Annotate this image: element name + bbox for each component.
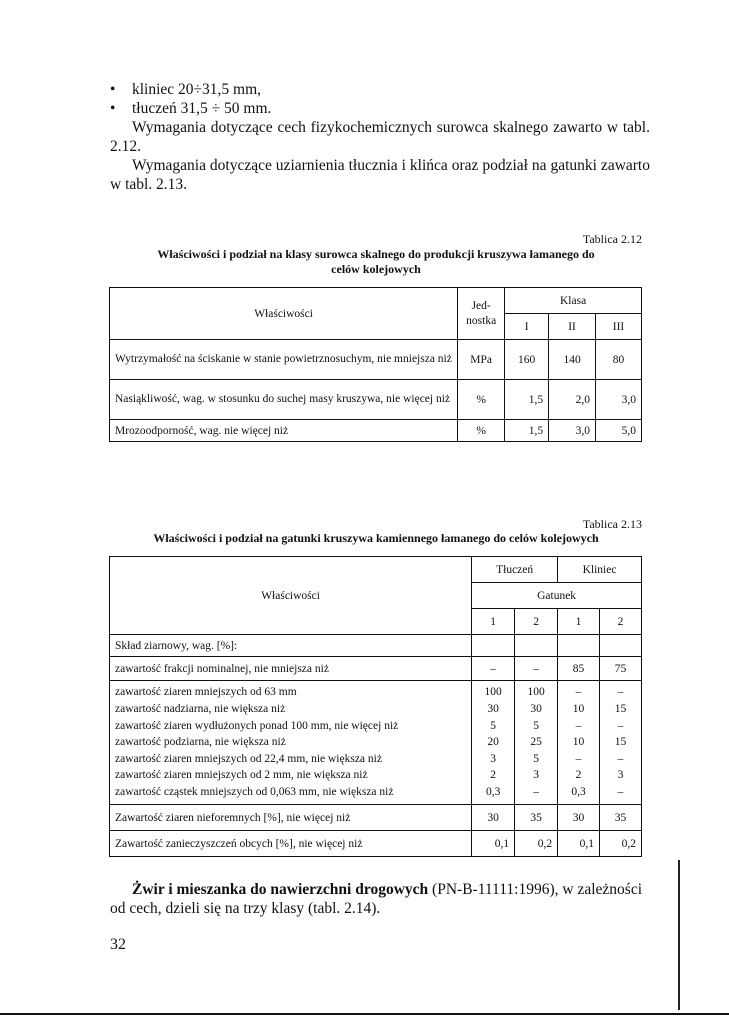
row-value: 3 xyxy=(490,752,497,765)
paragraph: Wymagania dotyczące cech fizykochemicznych surowca skalnego zawarto w tabl. 2.12. xyxy=(110,119,650,155)
header-kliniec: Kliniec xyxy=(558,557,642,583)
table-row xyxy=(110,420,642,442)
table-2-13 xyxy=(109,556,642,857)
group-values xyxy=(558,681,600,805)
row-value: 5 xyxy=(533,752,539,765)
row-value: 1,5 xyxy=(505,420,549,442)
paragraph: Wymagania dotyczące uziarnienia tłucznia i klińca oraz podział na gatunki zawarto w tabl. 2.13. xyxy=(110,157,650,193)
row-value: – xyxy=(515,657,558,681)
row-value: – xyxy=(617,785,624,798)
header-unit-line: nostka xyxy=(466,314,497,327)
row-label: Zawartość ziaren nieforemnych [%], nie więcej niż xyxy=(110,805,472,831)
header-grade: 1 xyxy=(558,609,600,635)
bullet-icon: • xyxy=(110,81,116,98)
row-value: 75 xyxy=(600,657,642,681)
bullet-text: kliniec 20÷31,5 mm, xyxy=(132,81,262,98)
header-grade: 2 xyxy=(600,609,642,635)
table-row xyxy=(110,380,642,420)
row-value: 20 xyxy=(487,736,499,749)
table-title-line: Właściwości i podział na klasy surowca skalnego do produkcji kruszywa łamanego do xyxy=(157,247,595,261)
header-tluczen: Tłuczeń xyxy=(472,557,558,583)
header-class-ii: II xyxy=(549,314,596,340)
row-value: 0,2 xyxy=(600,831,642,857)
row-value: 10 xyxy=(572,703,585,716)
table-row-group xyxy=(110,681,642,805)
header-unit xyxy=(458,288,505,340)
bullet-item xyxy=(110,99,650,118)
top-text xyxy=(110,80,650,194)
row-value: 30 xyxy=(487,703,499,716)
row-value: 0,3 xyxy=(485,785,501,798)
row-value: 0,2 xyxy=(515,831,558,857)
row-value: 35 xyxy=(600,805,642,831)
row-value: 2 xyxy=(575,769,582,782)
table-title-line: celów kolejowych xyxy=(331,262,421,276)
row-label: zawartość podziarna, nie większa niż xyxy=(115,736,286,749)
table-row xyxy=(110,657,642,681)
row-value: 160 xyxy=(505,340,549,380)
table-row xyxy=(110,831,642,857)
page-number: 32 xyxy=(110,936,126,953)
bottom-paragraph xyxy=(110,880,642,918)
header-class-iii: III xyxy=(596,314,642,340)
header-properties: Właściwości xyxy=(110,557,472,635)
row-unit: MPa xyxy=(458,340,505,380)
header-grade: 1 xyxy=(472,609,515,635)
row-value: 1,5 xyxy=(505,380,549,420)
row-label: zawartość frakcji nominalnej, nie mniejsza niż xyxy=(110,657,472,681)
row-value: 30 xyxy=(530,703,542,716)
group-values xyxy=(600,681,642,805)
row-unit: % xyxy=(458,420,505,442)
bottom-heading: Żwir i mieszanka do nawierzchni drogowych xyxy=(132,881,429,898)
table-2-12 xyxy=(109,287,642,442)
row-value: 2 xyxy=(490,769,497,782)
table-row xyxy=(110,340,642,380)
row-value: – xyxy=(617,752,624,765)
scan-edge-mark xyxy=(678,860,680,1010)
header-gatunek: Gatunek xyxy=(472,583,642,609)
row-value: 15 xyxy=(614,736,627,749)
row-value: – xyxy=(575,686,582,699)
row-label: Skład ziarnowy, wag. [%]: xyxy=(110,635,472,657)
scan-bottom-line xyxy=(0,1013,729,1015)
row-label: zawartość ziaren mniejszych od 22,4 mm, nie większa niż xyxy=(115,752,382,765)
row-label: zawartość cząstek mniejszych od 0,063 mm, nie większa niż xyxy=(115,785,394,798)
table-number: Tablica 2.12 xyxy=(582,232,642,246)
row-value: 85 xyxy=(558,657,600,681)
row-label: Mrozoodporność, wag. nie więcej niż xyxy=(110,420,458,442)
table-row xyxy=(110,635,642,657)
row-value: 5,0 xyxy=(596,420,642,442)
row-value: 0,3 xyxy=(571,785,586,798)
row-value: 0,1 xyxy=(558,831,600,857)
header-unit-line: Jed- xyxy=(471,299,491,312)
header-properties: Właściwości xyxy=(110,288,458,340)
row-label: zawartość ziaren mniejszych od 2 mm, nie większa niż xyxy=(115,769,368,782)
row-value: 3,0 xyxy=(549,420,596,442)
row-value: 2,0 xyxy=(549,380,596,420)
group-values xyxy=(472,681,515,805)
row-value: 3 xyxy=(617,769,624,782)
row-value: 140 xyxy=(549,340,596,380)
header-grade: 2 xyxy=(515,609,558,635)
bullet-item xyxy=(110,80,650,99)
row-label: zawartość ziaren mniejszych od 63 mm xyxy=(115,686,297,699)
row-value: 3,0 xyxy=(596,380,642,420)
row-value: – xyxy=(617,719,624,732)
group-labels xyxy=(110,681,472,805)
row-value: 80 xyxy=(596,340,642,380)
row-value: 30 xyxy=(558,805,600,831)
row-label: Wytrzymałość na ściskanie w stanie powietrznosuchym, nie mniejsza niż xyxy=(110,340,458,380)
row-value: 15 xyxy=(614,703,627,716)
row-value: 100 xyxy=(527,686,545,699)
bullet-icon: • xyxy=(110,100,116,117)
bullet-text: tłuczeń 31,5 ÷ 50 mm. xyxy=(132,100,272,117)
row-label: zawartość nadziarna, nie większa niż xyxy=(115,703,286,716)
row-value: 25 xyxy=(530,736,542,749)
row-value: – xyxy=(472,657,515,681)
table-row xyxy=(110,805,642,831)
row-unit: % xyxy=(458,380,505,420)
row-value: 3 xyxy=(533,769,539,782)
row-value: 30 xyxy=(472,805,515,831)
row-label: Nasiąkliwość, wag. w stosunku do suchej masy kruszywa, nie więcej niż xyxy=(110,380,458,420)
table-number: Tablica 2.13 xyxy=(582,517,642,531)
row-value: – xyxy=(533,785,539,798)
row-value: 100 xyxy=(484,686,502,699)
row-label: zawartość ziaren wydłużonych ponad 100 mm, nie więcej niż xyxy=(115,719,399,732)
row-label: Zawartość zanieczyszczeń obcych [%], nie więcej niż xyxy=(110,831,472,857)
group-values xyxy=(515,681,558,805)
bottom-text: (PN-B-11111:1996), w zależności od cech, dzieli się na trzy klasy (tabl. 2.14). xyxy=(110,881,643,917)
row-value: 0,1 xyxy=(472,831,515,857)
row-value: 10 xyxy=(572,736,585,749)
row-value: – xyxy=(575,752,582,765)
row-value: 5 xyxy=(533,719,539,732)
header-class: Klasa xyxy=(505,288,642,314)
row-value: 5 xyxy=(490,719,497,732)
row-value: 35 xyxy=(515,805,558,831)
table-title xyxy=(108,247,644,277)
table-title: Właściwości i podział na gatunki kruszywa kamiennego łamanego do celów kolejowych xyxy=(153,531,599,545)
row-value: – xyxy=(617,686,624,699)
header-class-i: I xyxy=(505,314,549,340)
row-value: – xyxy=(575,719,582,732)
